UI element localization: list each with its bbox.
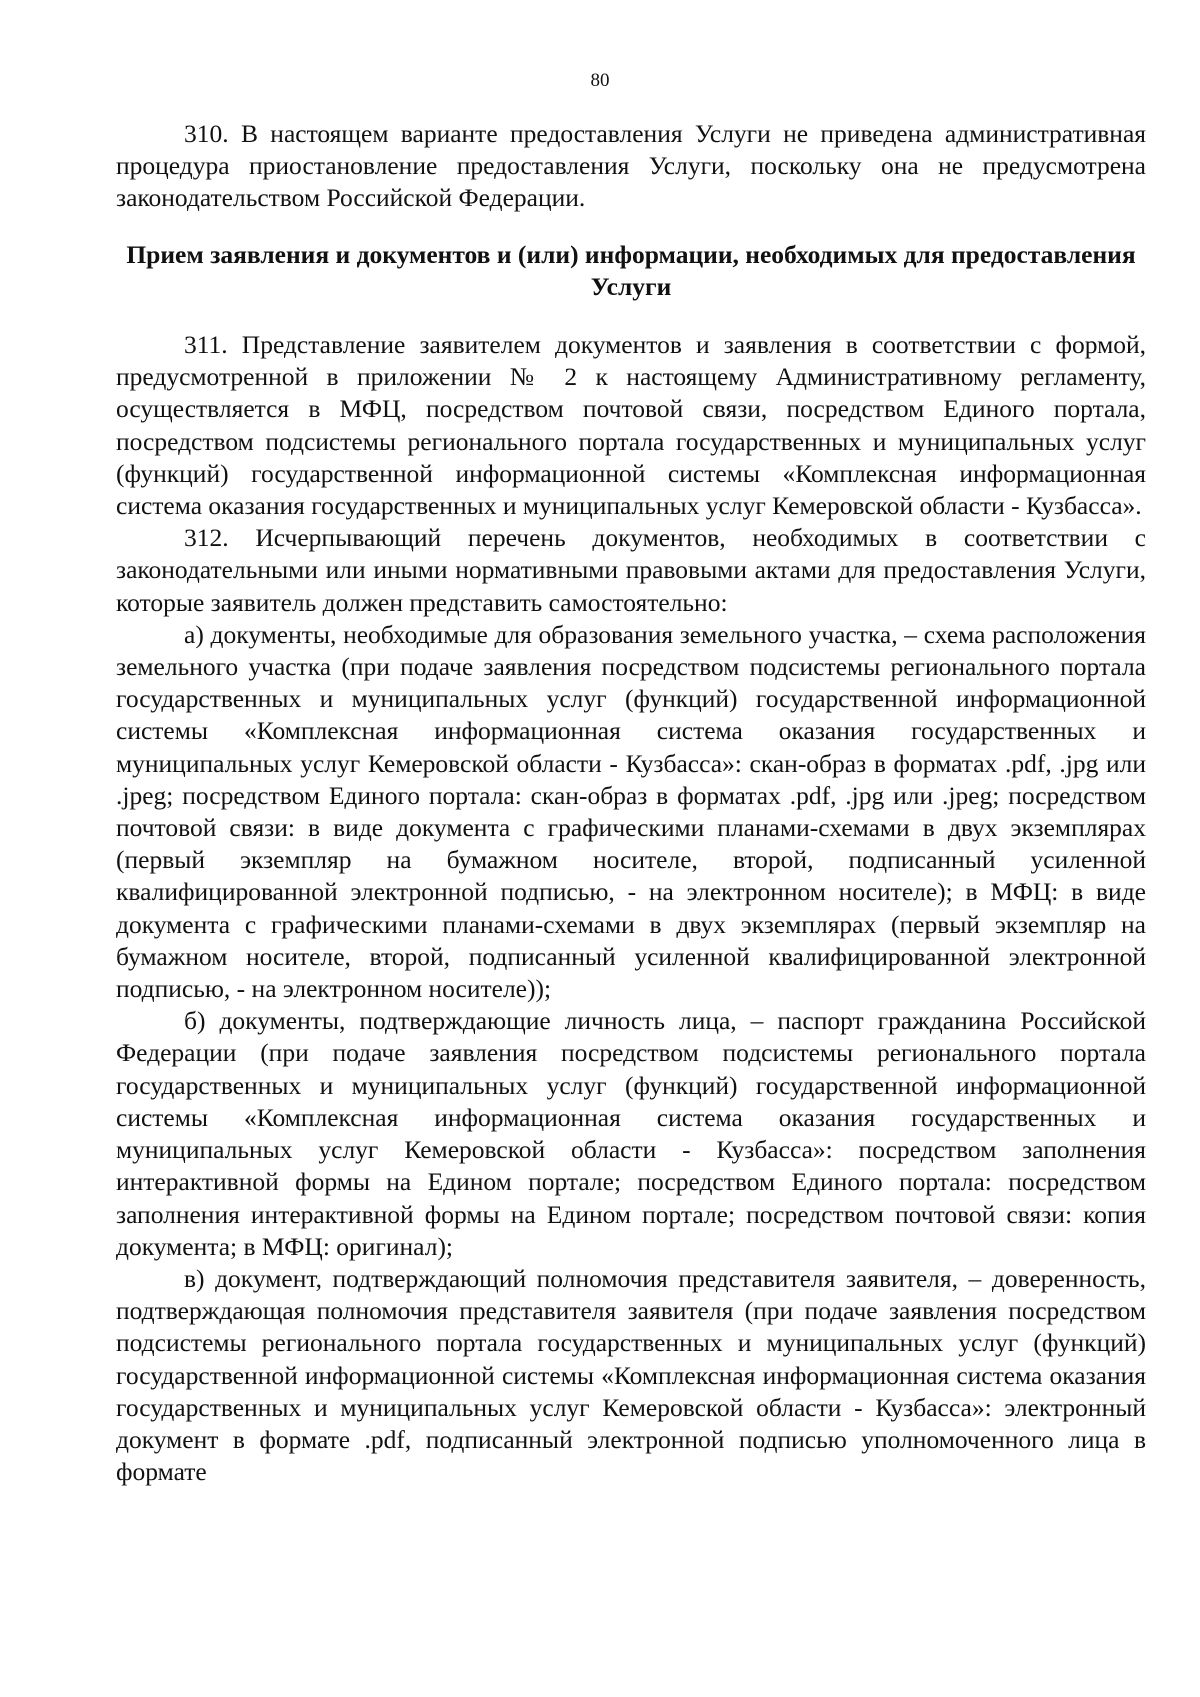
- document-body: [116, 118, 1146, 1488]
- list-item-v: в) документ, подтверждающий полномочия представителя заявителя, – доверенность, подтверждающая полномочия представителя заявителя (при подаче заявления посредством подсистемы регионального портала государственных и муниципальных услуг (функций) государственной информационной системы «Комплексная информационная система оказания государственных и муниципальных услуг Кемеровской области - Кузбасса»: электронный документ в формате .pdf, подписанный электронной подписью уполномоченного лица в формате: [116, 1263, 1146, 1487]
- section-heading: Прием заявления и документов и (или) информации, необходимых для предоставления Услуги: [126, 239, 1136, 301]
- paragraph-311: 311. Представление заявителем документов и заявления в соответствии с формой, предусмотренной в приложении № 2 к настоящему Административному регламенту, осуществляется в МФЦ, посредством почтовой связи, посредством Единого портала, посредством подсистемы регионального портала государственных и муниципальных услуг (функций) государственной информационной системы «Комплексная информационная система оказания государственных и муниципальных услуг Кемеровской области - Кузбасса».: [116, 330, 1146, 521]
- page-number: 80: [590, 70, 610, 91]
- list-item-a: а) документы, необходимые для образования земельного участка, – схема расположения земельного участка (при подаче заявления посредством подсистемы регионального портала государственных и муниципальных услуг (функций) государственной информационной системы «Комплексная информационная система оказания государственных и муниципальных услуг Кемеровской области - Кузбасса»: скан-образ в форматах .pdf, .jpg или .jpeg; посредством Единого портала: скан-образ в форматах .pdf, .jpg или .jpeg; посредством почтовой связи: в виде документа с графическими планами-схемами в двух экземплярах (первый экземпляр на бумажном носителе, второй, подписанный усиленной квалифицированной электронной подписью, - на электронном носителе); в МФЦ: в виде документа с графическими планами-схемами в двух экземплярах (первый экземпляр на бумажном носителе, второй, подписанный усиленной квалифицированной электронной подписью, - на электронном носителе));: [116, 619, 1146, 1004]
- list-item-b: б) документы, подтверждающие личность лица, – паспорт гражданина Российской Федерации (при подаче заявления посредством подсистемы регионального портала государственных и муниципальных услуг (функций) государственной информационной системы «Комплексная информационная система оказания государственных и муниципальных услуг Кемеровской области - Кузбасса»: посредством заполнения интерактивной формы на Едином портале; посредством Единого портала: посредством заполнения интерактивной формы на Едином портале; посредством почтовой связи: копия документа; в МФЦ: оригинал);: [116, 1006, 1146, 1261]
- paragraph-312: 312. Исчерпывающий перечень документов, необходимых в соответствии с законодательными или иными нормативными правовыми актами для предоставления Услуги, которые заявитель должен представить самостоятельно:: [116, 523, 1146, 617]
- paragraph-310: 310. В настоящем варианте предоставления Услуги не приведена административная процедура приостановление предоставления Услуги, поскольку она не предусмотрена законодательством Российской Федерации.: [116, 119, 1146, 213]
